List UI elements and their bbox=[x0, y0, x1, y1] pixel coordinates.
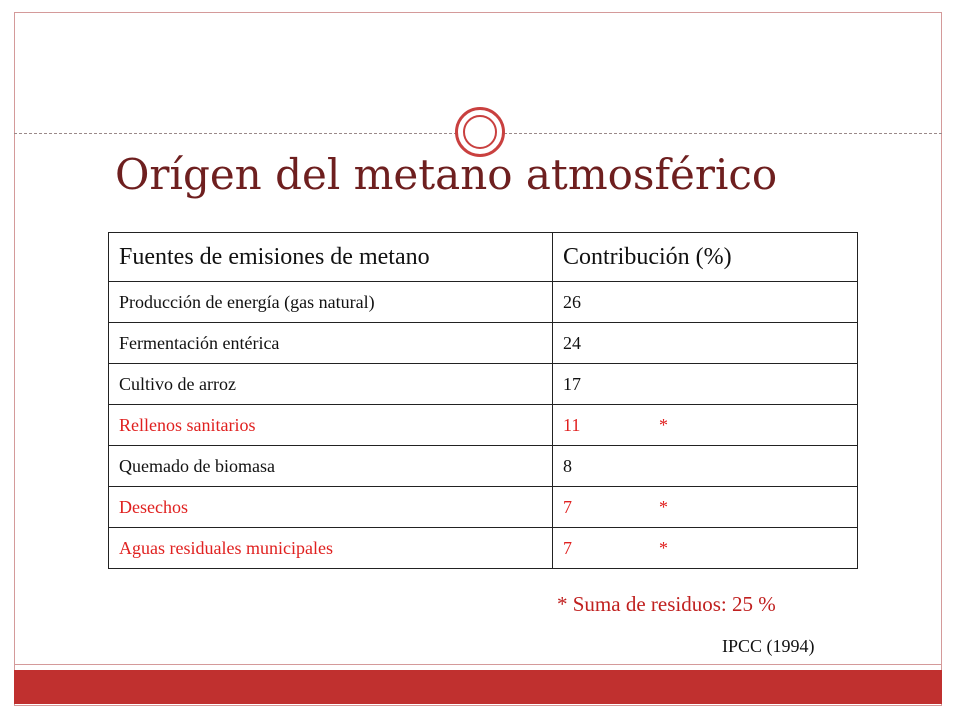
row-value: 7 bbox=[563, 496, 572, 517]
row-source: Desechos bbox=[109, 487, 553, 528]
table-header-row bbox=[109, 233, 858, 282]
row-source: Cultivo de arroz bbox=[109, 364, 553, 405]
row-value: 24 bbox=[563, 332, 581, 353]
table-row bbox=[109, 528, 858, 569]
row-value: 26 bbox=[563, 291, 581, 312]
row-value-cell bbox=[553, 405, 858, 446]
row-source: Producción de energía (gas natural) bbox=[109, 282, 553, 323]
table-row bbox=[109, 323, 858, 364]
row-value-cell bbox=[553, 364, 858, 405]
row-source: Rellenos sanitarios bbox=[109, 405, 553, 446]
row-mark: * bbox=[659, 537, 668, 558]
source-citation: IPCC (1994) bbox=[722, 636, 815, 656]
table-row bbox=[109, 405, 858, 446]
waste-sum-footnote: * Suma de residuos: 25 % bbox=[557, 592, 776, 616]
header-sources: Fuentes de emisiones de metano bbox=[109, 233, 553, 282]
row-value-cell bbox=[553, 528, 858, 569]
table-row bbox=[109, 487, 858, 528]
row-mark: * bbox=[659, 414, 668, 435]
row-value: 11 bbox=[563, 414, 581, 435]
row-value: 8 bbox=[563, 455, 572, 476]
row-value-cell bbox=[553, 487, 858, 528]
table-row bbox=[109, 364, 858, 405]
row-value: 7 bbox=[563, 537, 572, 558]
row-value: 17 bbox=[563, 373, 581, 394]
table-row bbox=[109, 282, 858, 323]
row-source: Aguas residuales municipales bbox=[109, 528, 553, 569]
row-source: Quemado de biomasa bbox=[109, 446, 553, 487]
methane-sources-table bbox=[108, 232, 858, 569]
slide-title: Orígen del metano atmosférico bbox=[115, 150, 778, 199]
row-source: Fermentación entérica bbox=[109, 323, 553, 364]
row-value-cell bbox=[553, 282, 858, 323]
footer-band bbox=[14, 670, 942, 704]
footer-divider bbox=[14, 664, 942, 665]
row-value-cell bbox=[553, 323, 858, 364]
row-mark: * bbox=[659, 496, 668, 517]
row-value-cell bbox=[553, 446, 858, 487]
table-row bbox=[109, 446, 858, 487]
header-contribution: Contribución (%) bbox=[553, 233, 858, 282]
